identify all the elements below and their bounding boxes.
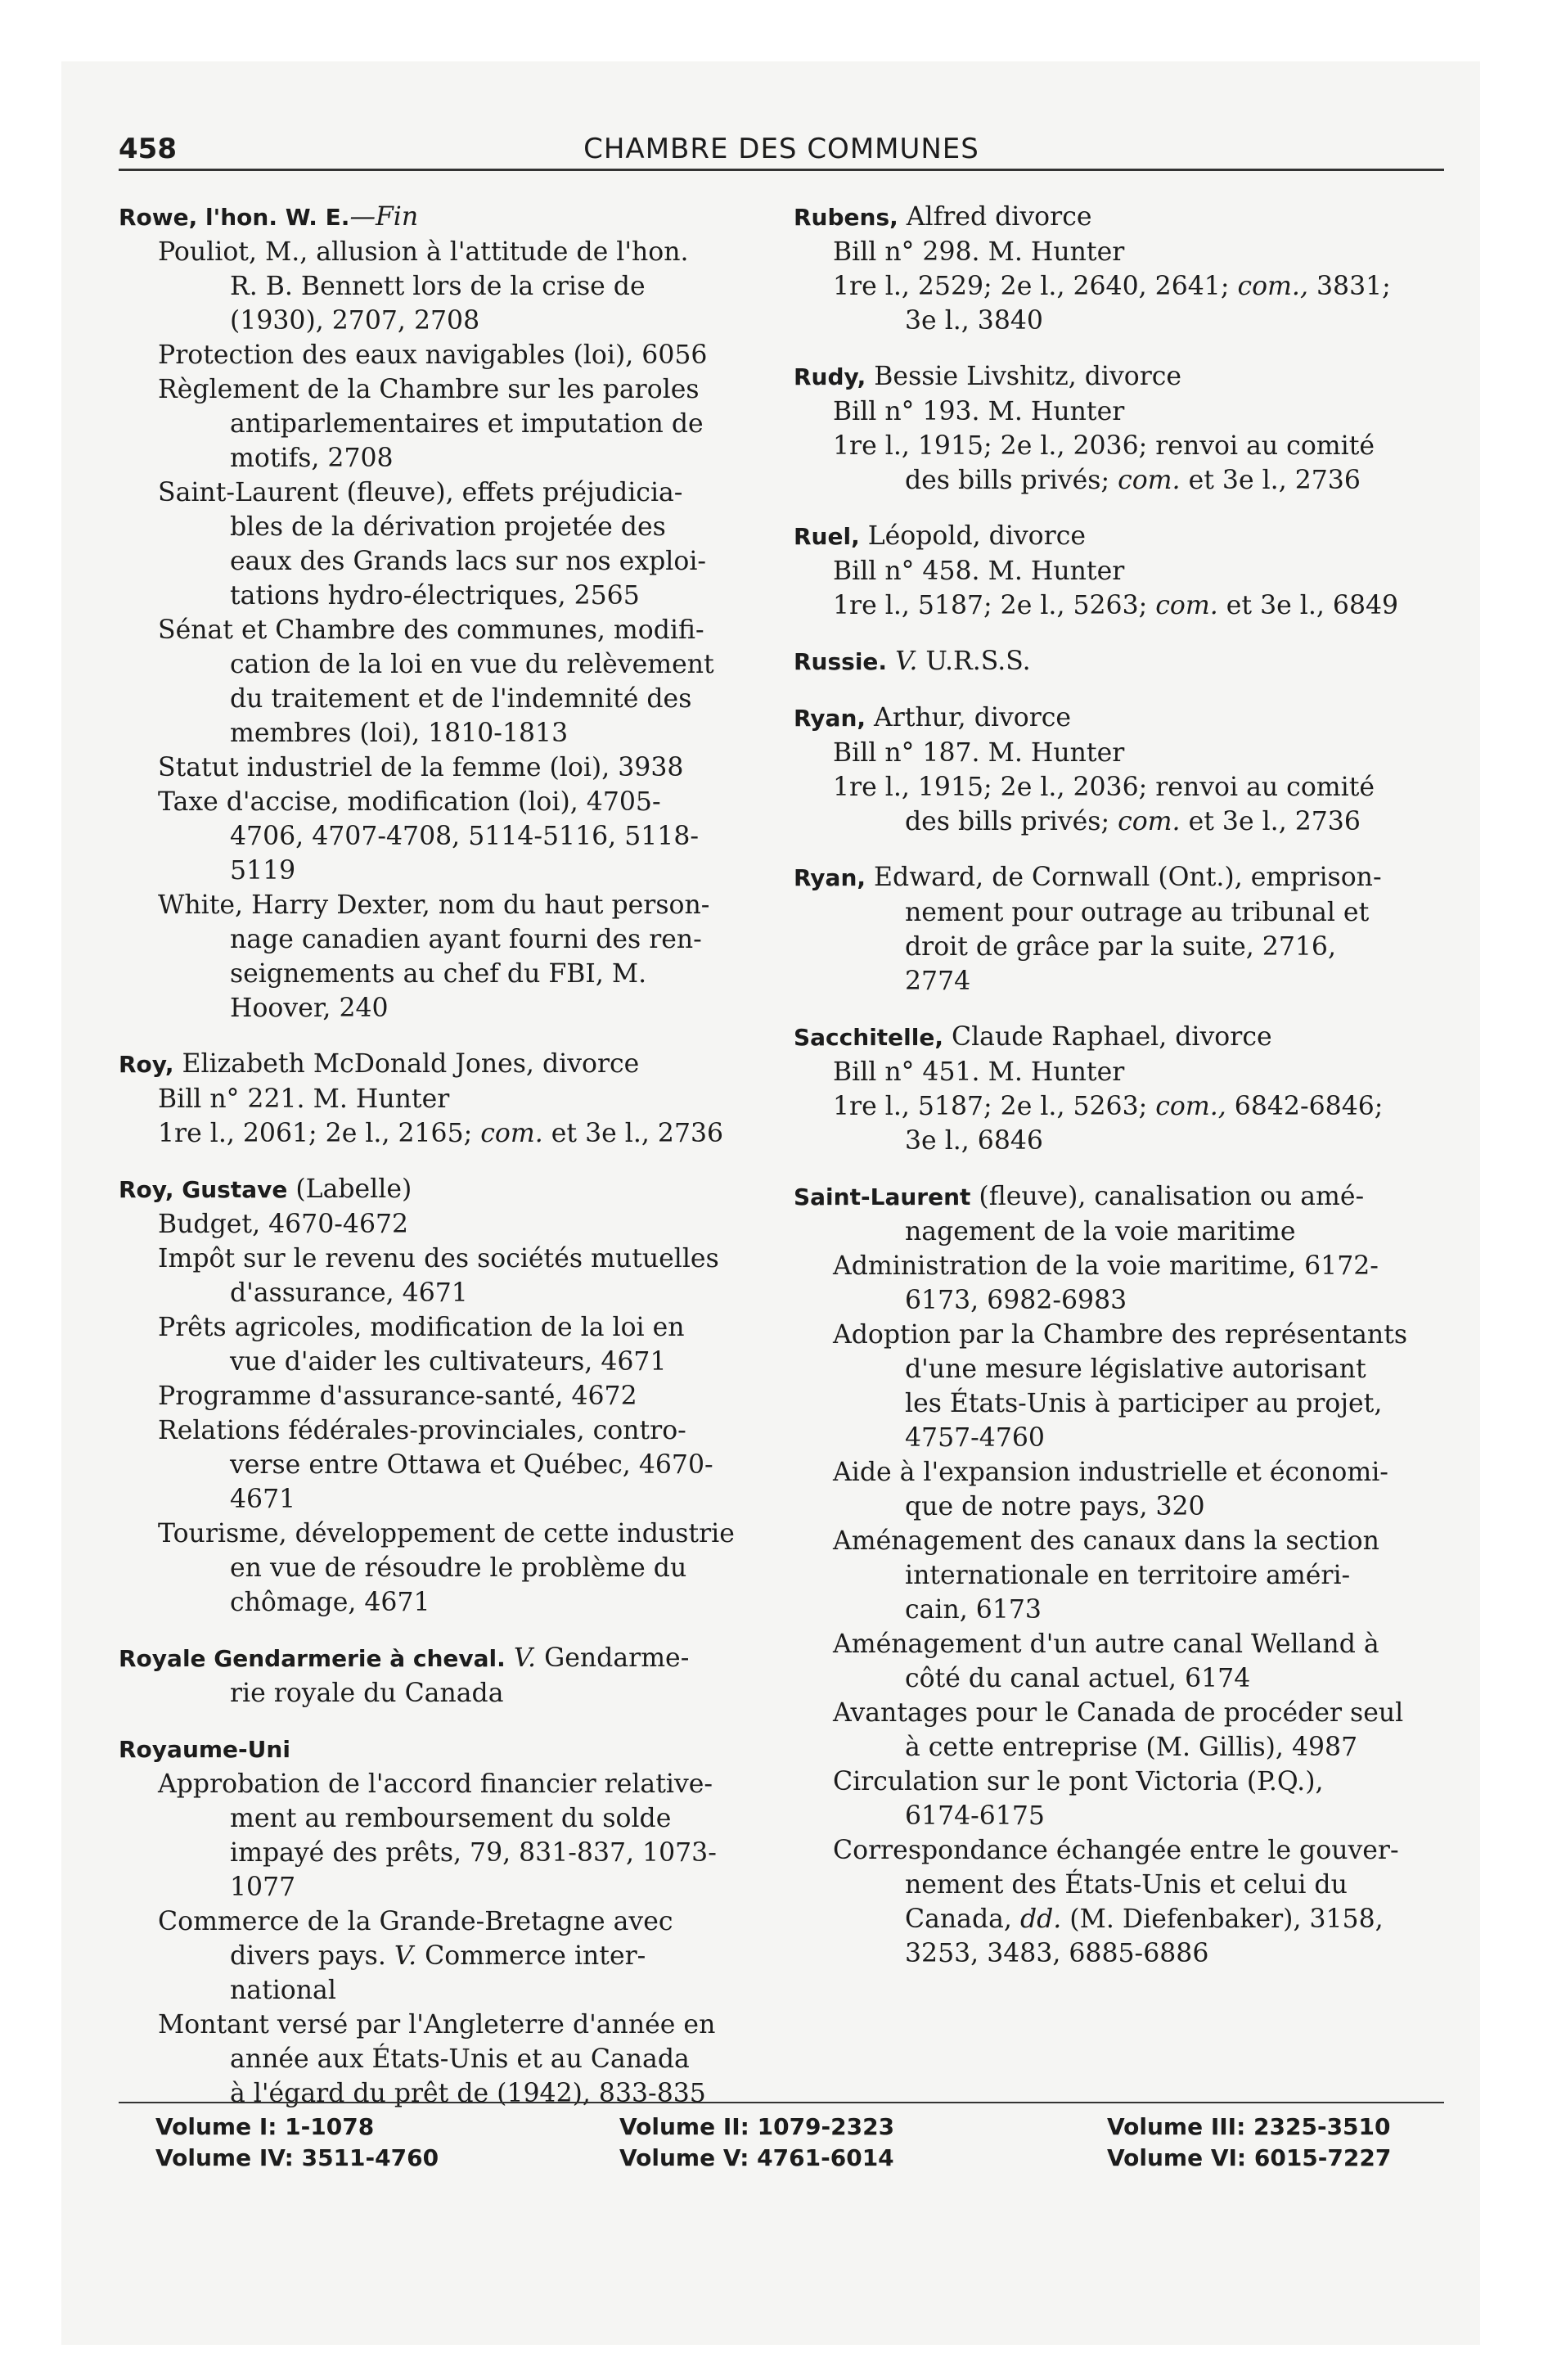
bill-line: Bill n° 451. M. Hunter — [833, 1057, 1125, 1087]
entry-heading-text: Alfred divorce — [906, 202, 1092, 232]
sub-line: impayé des prêts, 79, 831-837, 1073- — [230, 1838, 717, 1868]
sub-line: Règlement de la Chambre sur les paroles — [158, 375, 700, 404]
readings-text: et 3e l., 2736 — [1188, 807, 1361, 836]
bill-line: Bill n° 187. M. Hunter — [833, 738, 1125, 768]
sub-line: Prêts agricoles, modification de la loi en — [158, 1313, 685, 1342]
readings-line — [794, 588, 1440, 623]
sub-line: national — [230, 1976, 336, 2005]
sub-line: d'une mesure législative autorisant — [905, 1355, 1366, 1384]
committee-abbrev: com. — [1118, 466, 1181, 495]
index-entry-ryan-edward — [794, 860, 1440, 998]
sub-line: à l'égard du prêt de (1942), 833-835 — [230, 2079, 706, 2108]
entry-heading: Ruel, — [794, 523, 860, 550]
readings-line — [794, 463, 1440, 498]
sub-line: Sénat et Chambre des communes, modifi- — [158, 615, 704, 645]
see-reference: V. — [394, 1941, 417, 1971]
sub-line: nagement de la voie maritime — [905, 1217, 1296, 1246]
sub-text: (M. Diefenbaker), 3158, — [1069, 1904, 1384, 1934]
readings-text: et 3e l., 6849 — [1226, 591, 1399, 620]
volume-footer — [119, 2112, 1444, 2193]
index-entry-roy-elizabeth — [119, 1047, 765, 1151]
sub-line: nement des États-Unis et celui du — [905, 1870, 1348, 1900]
sub-line: Administration de la voie maritime, 6172- — [833, 1251, 1379, 1281]
sub-line: bles de la dérivation projetée des — [230, 512, 666, 542]
entry-heading-text: Elizabeth McDonald Jones, divorce — [182, 1049, 640, 1079]
bill-line: Bill n° 458. M. Hunter — [833, 557, 1125, 586]
sub-line: rie royale du Canada — [230, 1679, 504, 1708]
entry-heading: Royale Gendarmerie à cheval. — [119, 1645, 506, 1672]
bill-line: Bill n° 221. M. Hunter — [158, 1084, 450, 1114]
entry-heading: Saint-Laurent — [794, 1183, 971, 1210]
entry-heading: Ryan, — [794, 864, 866, 891]
entry-heading: Rubens, — [794, 204, 898, 231]
readings-line — [794, 269, 1440, 304]
right-column — [794, 200, 1440, 1992]
entry-heading-text: (Labelle) — [295, 1174, 412, 1204]
volume-range: Volume IV: 3511-4760 — [155, 2144, 439, 2171]
sub-line: (1930), 2707, 2708 — [230, 306, 480, 336]
index-entry-saint-laurent — [794, 1179, 1440, 1971]
sub-line: 1077 — [230, 1873, 296, 1902]
readings-text: 1re l., 2061; 2e l., 2165; — [158, 1119, 473, 1148]
readings-line — [794, 1089, 1440, 1124]
sub-line: Circulation sur le pont Victoria (P.Q.), — [833, 1767, 1324, 1796]
sub-text: divers pays. — [230, 1941, 386, 1971]
entry-heading-text: Bessie Livshitz, divorce — [874, 362, 1182, 391]
sub-line: ment au remboursement du solde — [230, 1804, 672, 1833]
readings-text: 1re l., 5187; 2e l., 5263; — [833, 591, 1148, 620]
volume-range: Volume III: 2325-3510 — [1107, 2113, 1391, 2140]
index-entry-ruel — [794, 519, 1440, 623]
readings-text: et 3e l., 2736 — [551, 1119, 724, 1148]
readings-line: 3e l., 6846 — [905, 1126, 1043, 1156]
sub-line: cation de la loi en vue du relèvement — [230, 650, 714, 679]
sub-line: Adoption par la Chambre des représentants — [833, 1320, 1408, 1350]
sub-line: en vue de résoudre le problème du — [230, 1553, 687, 1583]
entry-heading: Royaume-Uni — [119, 1736, 290, 1763]
index-entry-ryan-arthur — [794, 701, 1440, 839]
readings-line: 3e l., 3840 — [905, 306, 1043, 336]
entry-heading-text: Arthur, divorce — [874, 703, 1072, 732]
sub-text: Canada, — [905, 1904, 1012, 1934]
sub-line: Approbation de l'accord financier relative- — [158, 1769, 713, 1799]
sub-line: cain, 6173 — [905, 1595, 1042, 1625]
readings-text: 6842-6846; — [1234, 1092, 1384, 1121]
sub-line: 4671 — [230, 1485, 296, 1514]
sub-line: Impôt sur le revenu des sociétés mutuelles — [158, 1244, 719, 1273]
entry-heading-suffix: —Fin — [349, 202, 419, 232]
committee-abbrev: com. — [1155, 591, 1218, 620]
sub-line: année aux États-Unis et au Canada — [230, 2044, 690, 2074]
index-entry-rudy — [794, 359, 1440, 498]
entry-heading-text: Gendarme- — [544, 1643, 690, 1673]
sub-line: Taxe d'accise, modification (loi), 4705- — [158, 787, 661, 817]
volume-range: Volume I: 1-1078 — [155, 2113, 375, 2140]
index-entry-sacchitelle — [794, 1020, 1440, 1158]
readings-line: 1re l., 1915; 2e l., 2036; renvoi au comité — [833, 431, 1375, 461]
volume-range: Volume V: 4761-6014 — [619, 2144, 894, 2171]
sub-line: du traitement et de l'indemnité des — [230, 684, 692, 714]
footer-rule — [119, 2102, 1444, 2103]
sub-line: Statut industriel de la femme (loi), 3938 — [158, 753, 684, 782]
sub-line: que de notre pays, 320 — [905, 1492, 1205, 1521]
index-entry-rubens — [794, 200, 1440, 338]
entry-heading: Roy, Gustave — [119, 1176, 288, 1203]
sub-line: vue d'aider les cultivateurs, 4671 — [230, 1347, 667, 1377]
sub-line: R. B. Bennett lors de la crise de — [230, 272, 646, 301]
readings-text: et 3e l., 2736 — [1188, 466, 1361, 495]
index-entry-roy-gustave — [119, 1172, 765, 1620]
sub-line: 6173, 6982-6983 — [905, 1286, 1127, 1315]
index-entry-royale-gendarmerie — [119, 1641, 765, 1711]
ditto-abbrev: dd. — [1019, 1904, 1062, 1934]
sub-line: seignements au chef du FBI, M. — [230, 959, 647, 989]
sub-line — [119, 1939, 765, 1973]
index-entry-russie — [794, 644, 1440, 679]
sub-line: droit de grâce par la suite, 2716, — [905, 932, 1336, 962]
sub-line: Programme d'assurance-santé, 4672 — [158, 1382, 637, 1411]
sub-line: Montant versé par l'Angleterre d'année en — [158, 2010, 716, 2040]
header-rule — [119, 169, 1444, 171]
left-column — [119, 200, 765, 2132]
readings-text: des bills privés; — [905, 466, 1110, 495]
sub-line: Saint-Laurent (fleuve), effets préjudicia- — [158, 478, 683, 507]
sub-line: motifs, 2708 — [230, 444, 394, 473]
sub-line: côté du canal actuel, 6174 — [905, 1664, 1251, 1693]
entry-heading: Russie. — [794, 648, 888, 675]
readings-line — [119, 1116, 765, 1151]
sub-line: 3253, 3483, 6885-6886 — [905, 1939, 1209, 1968]
sub-line: nage canadien ayant fourni des ren- — [230, 925, 702, 954]
sub-line: chômage, 4671 — [230, 1588, 430, 1617]
sub-line: Tourisme, développement de cette industrie — [158, 1519, 735, 1548]
committee-abbrev: com., — [1155, 1092, 1226, 1121]
sub-line: Pouliot, M., allusion à l'attitude de l'hon. — [158, 237, 689, 267]
page-number: 458 — [119, 133, 177, 165]
sub-line: Budget, 4670-4672 — [158, 1210, 409, 1239]
entry-heading: Rowe, l'hon. W. E. — [119, 204, 350, 231]
sub-line: 6174-6175 — [905, 1801, 1045, 1831]
bill-line: Bill n° 298. M. Hunter — [833, 237, 1125, 267]
sub-line: Relations fédérales-provinciales, contro- — [158, 1416, 686, 1445]
entry-heading-text: Léopold, divorce — [867, 521, 1086, 551]
entry-heading: Roy, — [119, 1051, 174, 1078]
readings-text: 1re l., 2529; 2e l., 2640, 2641; — [833, 272, 1230, 301]
volume-range: Volume VI: 6015-7227 — [1107, 2144, 1392, 2171]
sub-line: les États-Unis à participer au projet, — [905, 1389, 1383, 1418]
sub-line: à cette entreprise (M. Gillis), 4987 — [905, 1733, 1358, 1762]
entry-heading-text: (fleuve), canalisation ou amé- — [979, 1182, 1365, 1211]
sub-line: internationale en territoire améri- — [905, 1561, 1351, 1590]
entry-heading-text: Edward, de Cornwall (Ont.), emprison- — [874, 863, 1382, 892]
sub-line: membres (loi), 1810-1813 — [230, 719, 569, 748]
sub-line: Hoover, 240 — [230, 994, 389, 1023]
sub-line: 4757-4760 — [905, 1423, 1045, 1453]
sub-line: eaux des Grands lacs sur nos exploi- — [230, 547, 707, 576]
sub-line: verse entre Ottawa et Québec, 4670- — [230, 1450, 713, 1480]
sub-line: antiparlementaires et imputation de — [230, 409, 704, 439]
sub-line: tations hydro-électriques, 2565 — [230, 581, 640, 611]
sub-line: 4706, 4707-4708, 5114-5116, 5118- — [230, 822, 699, 851]
readings-text: 3831; — [1316, 272, 1391, 301]
sub-line — [794, 1902, 1440, 1936]
readings-text: des bills privés; — [905, 807, 1110, 836]
sub-line: Aide à l'expansion industrielle et économi- — [833, 1458, 1388, 1487]
entry-heading: Ryan, — [794, 705, 866, 732]
sub-line: Avantages pour le Canada de procéder seul — [833, 1698, 1404, 1728]
committee-abbrev: com., — [1237, 272, 1308, 301]
readings-line: 1re l., 1915; 2e l., 2036; renvoi au comité — [833, 773, 1375, 802]
sub-line: 5119 — [230, 856, 296, 886]
entry-heading-text: Claude Raphael, divorce — [952, 1022, 1272, 1052]
committee-abbrev: com. — [480, 1119, 543, 1148]
entry-heading: Rudy, — [794, 363, 866, 390]
sub-line: Aménagement des canaux dans la section — [833, 1526, 1379, 1556]
sub-line: Commerce de la Grande-Bretagne avec — [158, 1907, 673, 1936]
sub-line: d'assurance, 4671 — [230, 1278, 468, 1308]
bill-line: Bill n° 193. M. Hunter — [833, 397, 1125, 426]
running-title: CHAMBRE DES COMMUNES — [583, 133, 979, 165]
see-reference: V. — [895, 647, 918, 676]
entry-heading: Sacchitelle, — [794, 1024, 943, 1051]
see-reference: V. — [513, 1643, 537, 1673]
volume-range: Volume II: 1079-2323 — [619, 2113, 895, 2140]
sub-line: Aménagement d'un autre canal Welland à — [833, 1629, 1379, 1659]
entry-heading-text: U.R.S.S. — [925, 647, 1031, 676]
sub-line: Correspondance échangée entre le gouver- — [833, 1836, 1399, 1865]
sub-line: 2774 — [905, 967, 971, 996]
sub-text: Commerce inter- — [425, 1941, 646, 1971]
readings-line — [794, 805, 1440, 839]
sub-line: White, Harry Dexter, nom du haut person- — [158, 890, 710, 920]
committee-abbrev: com. — [1118, 807, 1181, 836]
index-entry-rowe — [119, 200, 765, 1025]
index-entry-royaume-uni — [119, 1732, 765, 2111]
sub-line: nement pour outrage au tribunal et — [905, 898, 1370, 927]
sub-line: Protection des eaux navigables (loi), 6056 — [158, 340, 708, 370]
readings-text: 1re l., 5187; 2e l., 5263; — [833, 1092, 1148, 1121]
page-header — [119, 131, 1444, 169]
